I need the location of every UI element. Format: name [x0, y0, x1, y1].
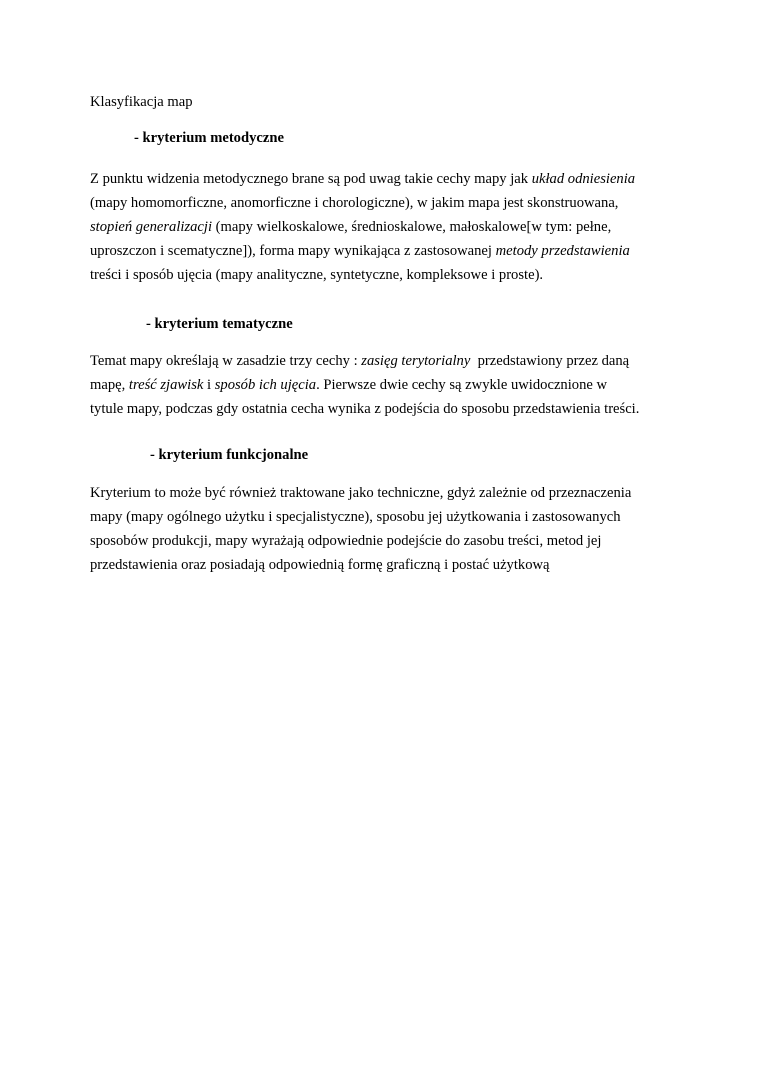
paragraph-line: stopień generalizacji (mapy wielkoskalowe, średnioskalowe, małoskalowe[w tym: pełne, [90, 219, 612, 235]
document-title: Klasyfikacja map [90, 94, 193, 110]
section-heading-thematic: - kryterium tematyczne [146, 316, 293, 332]
paragraph-line: Temat mapy określają w zasadzie trzy cechy : zasięg terytorialny przedstawiony przez daną [90, 353, 630, 369]
paragraph-line: (mapy homomorficzne, anomorficzne i chorologiczne), w jakim mapa jest skonstruowana, [90, 195, 619, 211]
paragraph-line: Z punktu widzenia metodycznego brane są pod uwag takie cechy mapy jak układ odniesienia [90, 171, 636, 187]
section-paragraph-functional [90, 481, 690, 577]
paragraph-line: Kryterium to może być również traktowane jako techniczne, gdyż zależnie od przeznaczenia [90, 485, 632, 501]
section-paragraph-methodical [90, 167, 690, 287]
section-heading-functional: - kryterium funkcjonalne [150, 447, 309, 463]
section-paragraph-thematic [90, 349, 690, 421]
paragraph-line: tytule mapy, podczas gdy ostatnia cecha wynika z podejścia do sposobu przedstawienia treści. [90, 401, 640, 417]
paragraph-line: sposobów produkcji, mapy wyrażają odpowiednie podejście do zasobu treści, metod jej [90, 533, 602, 549]
paragraph-line: uproszczon i scematyczne]), forma mapy wynikająca z zastosowanej metody przedstawienia [90, 243, 630, 259]
paragraph-line: mapę, treść zjawisk i sposób ich ujęcia. Pierwsze dwie cechy są zwykle uwidocznione w [90, 377, 608, 393]
paragraph-line: mapy (mapy ogólnego użytku i specjalistyczne), sposobu jej użytkowania i zastosowanych [90, 509, 621, 525]
paragraph-line: treści i sposób ujęcia (mapy analityczne, syntetyczne, kompleksowe i proste). [90, 267, 544, 283]
paragraph-line: przedstawienia oraz posiadają odpowiednią formę graficzną i postać użytkową [90, 557, 550, 573]
section-heading-methodical: - kryterium metodyczne [134, 130, 284, 146]
